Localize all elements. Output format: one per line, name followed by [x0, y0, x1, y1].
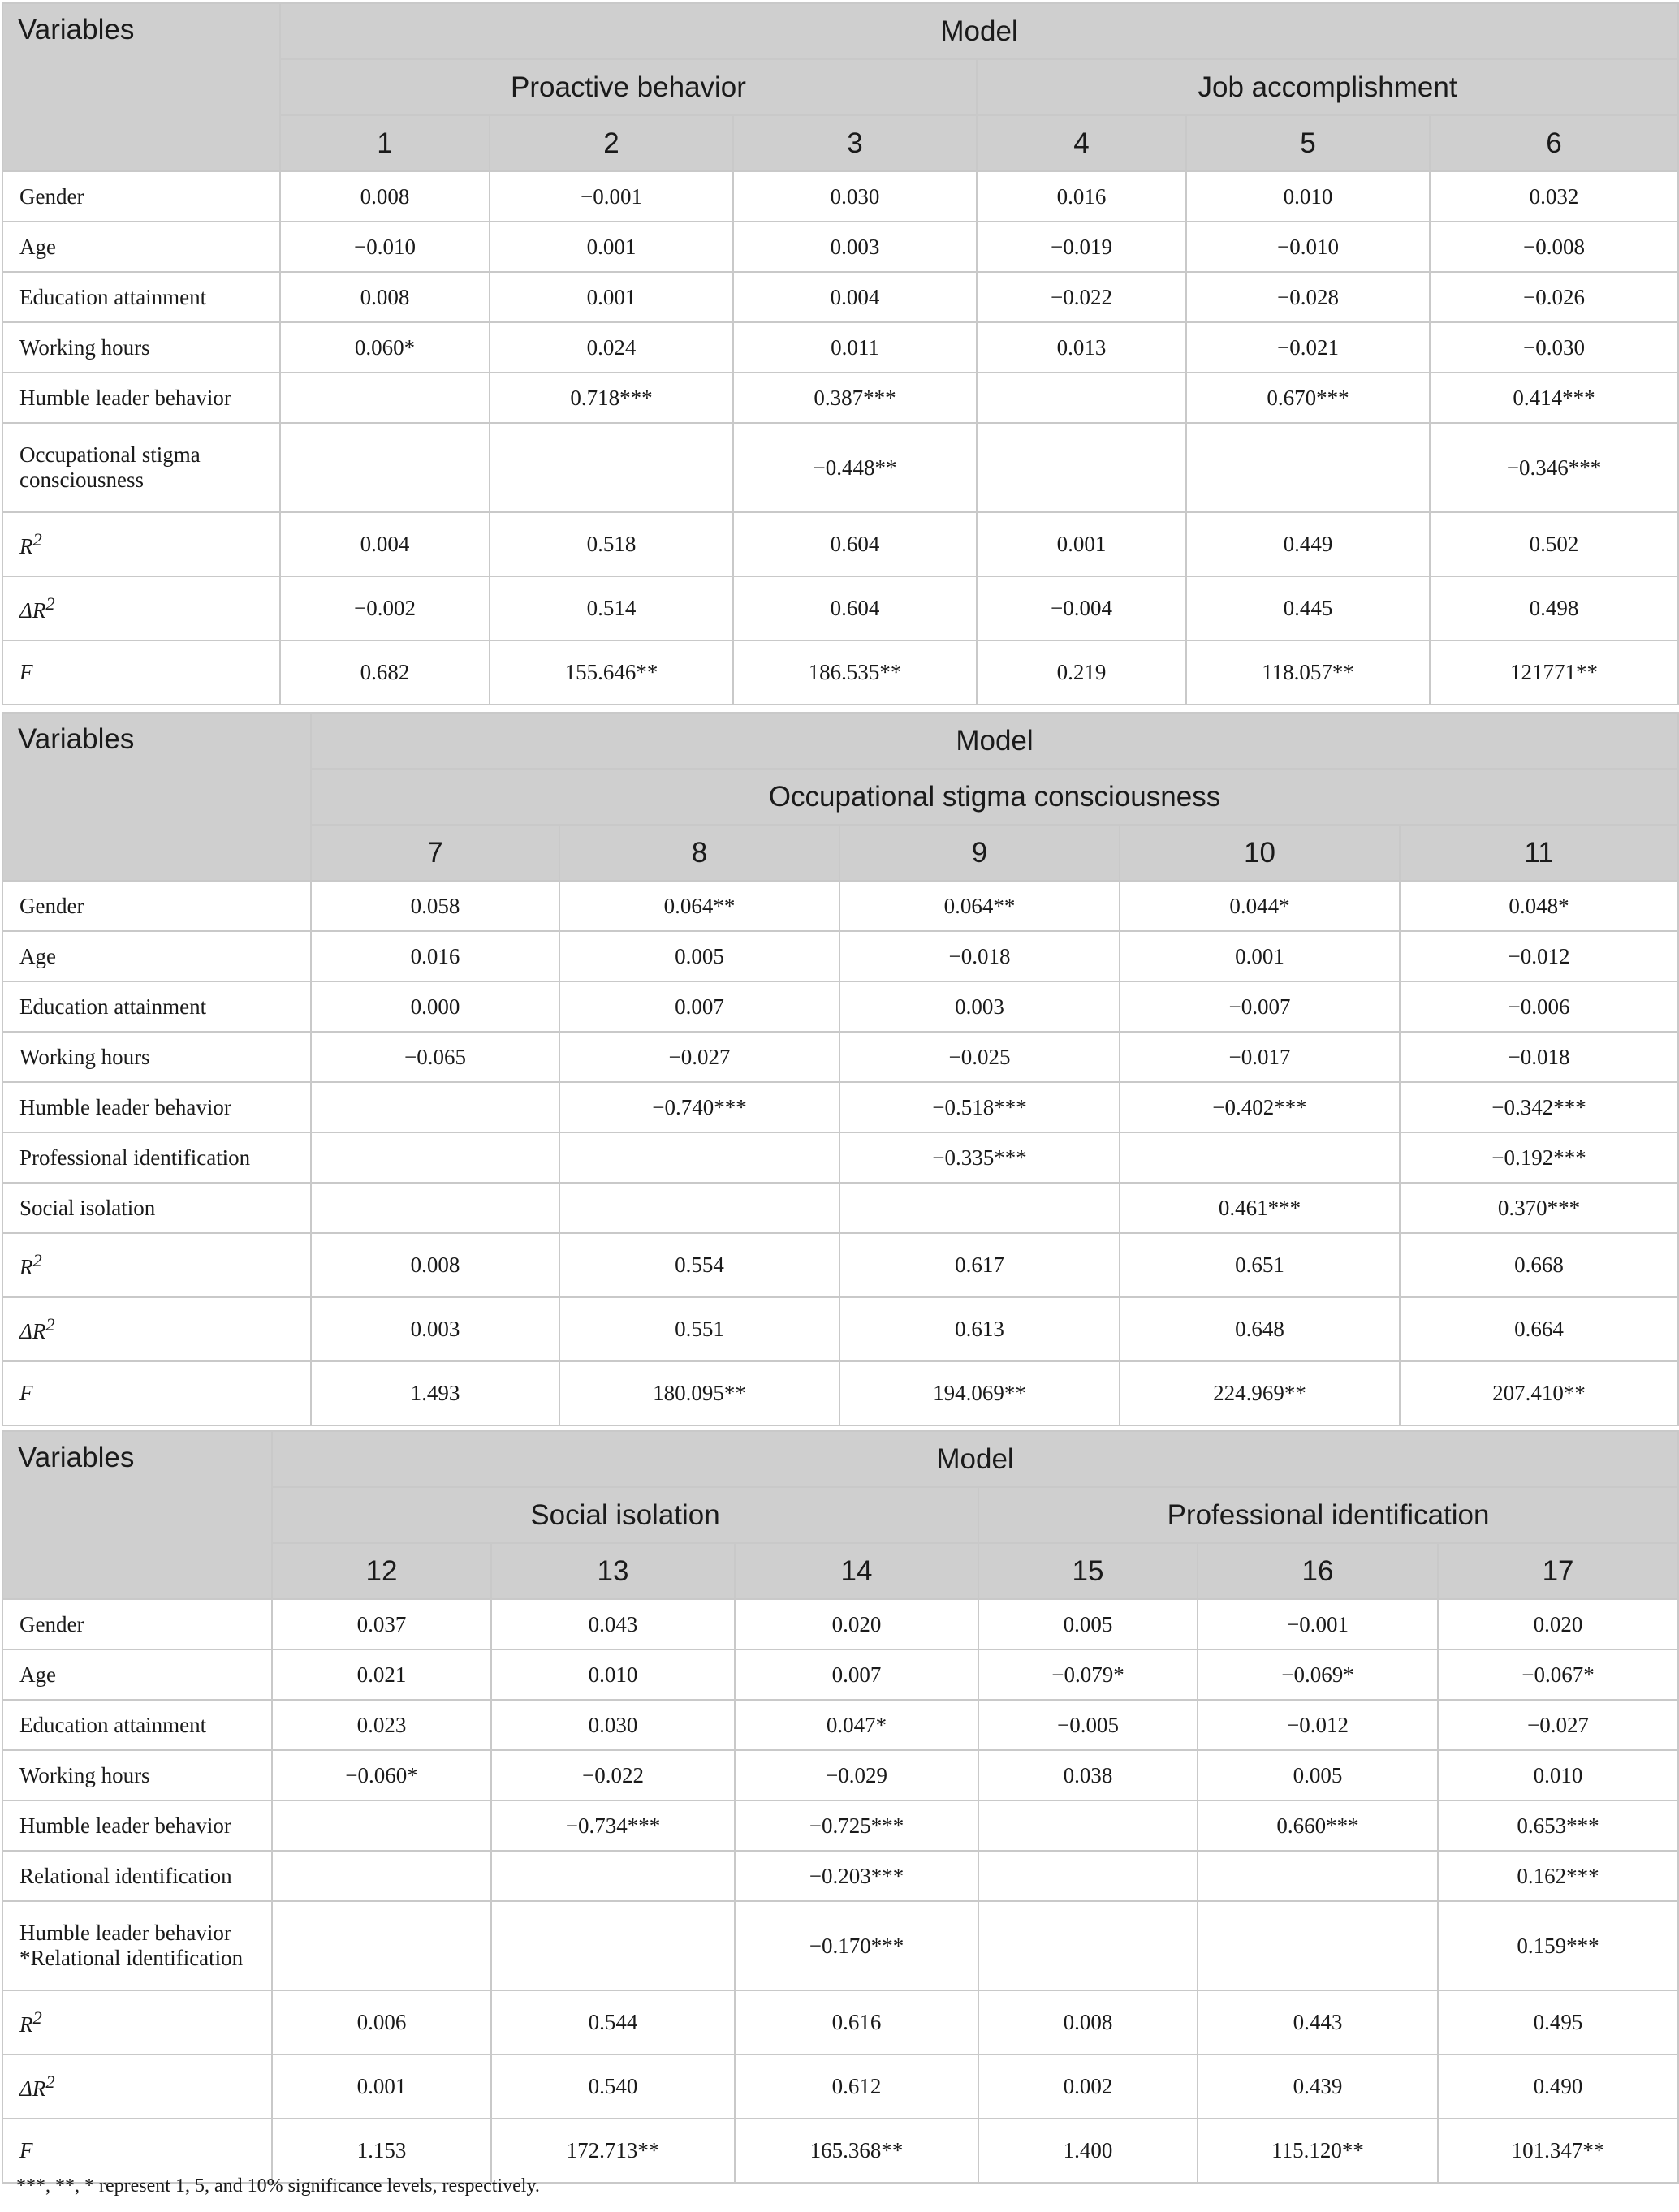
row-label: Gender	[2, 1599, 272, 1649]
regression-table-1	[2, 2, 1679, 705]
table-row	[2, 322, 1678, 373]
cell-value: −0.012	[1400, 931, 1678, 981]
cell-value	[311, 1132, 559, 1183]
row-label: Education attainment	[2, 1700, 272, 1750]
table-body	[2, 171, 1678, 705]
cell-value: 0.064**	[840, 881, 1120, 931]
cell-value: 0.648	[1120, 1297, 1400, 1361]
cell-value: 0.024	[490, 322, 733, 373]
cell-value	[280, 373, 490, 423]
cell-value: −0.065	[311, 1032, 559, 1082]
cell-value: −0.010	[280, 222, 490, 272]
cell-value: 0.449	[1186, 512, 1430, 576]
model-number-header: 2	[490, 115, 733, 171]
cell-value: −0.028	[1186, 272, 1430, 322]
cell-value	[978, 1800, 1198, 1851]
cell-value	[491, 1901, 735, 1990]
cell-value	[272, 1901, 491, 1990]
cell-value: 0.021	[272, 1649, 491, 1700]
group-header: Proactive behavior	[280, 59, 977, 115]
row-label: Humble leader behavior *Relational identification	[2, 1901, 272, 1990]
cell-value: 0.044*	[1120, 881, 1400, 931]
cell-value	[977, 423, 1186, 512]
cell-value	[1198, 1851, 1438, 1901]
cell-value: 0.004	[733, 272, 977, 322]
table-row	[2, 1361, 1678, 1425]
cell-value: 0.005	[978, 1599, 1198, 1649]
cell-value: 0.651	[1120, 1233, 1400, 1297]
cell-value: −0.005	[978, 1700, 1198, 1750]
cell-value: −0.346***	[1430, 423, 1678, 512]
cell-value: 0.016	[977, 171, 1186, 222]
cell-value: 165.368**	[735, 2119, 978, 2183]
cell-value	[559, 1183, 840, 1233]
cell-value: −0.170***	[735, 1901, 978, 1990]
cell-value: 118.057**	[1186, 640, 1430, 705]
cell-value: 0.604	[733, 576, 977, 640]
row-label: Working hours	[2, 1750, 272, 1800]
cell-value: 0.058	[311, 881, 559, 931]
model-number-header: 14	[735, 1543, 978, 1599]
table-body	[2, 1599, 1678, 2183]
row-label: Professional identification	[2, 1132, 311, 1183]
cell-value: 0.518	[490, 512, 733, 576]
cell-value	[978, 1851, 1198, 1901]
table-body	[2, 881, 1678, 1425]
cell-value: 207.410**	[1400, 1361, 1678, 1425]
model-number-header: 3	[733, 115, 977, 171]
cell-value: −0.019	[977, 222, 1186, 272]
cell-value: 0.003	[311, 1297, 559, 1361]
model-number-header: 1	[280, 115, 490, 171]
row-label: Gender	[2, 881, 311, 931]
cell-value: 0.613	[840, 1297, 1120, 1361]
cell-value: −0.448**	[733, 423, 977, 512]
variables-header: Variables	[2, 713, 311, 881]
cell-value: 0.037	[272, 1599, 491, 1649]
cell-value: 0.495	[1438, 1990, 1678, 2055]
table-row	[2, 512, 1678, 576]
cell-value: 1.400	[978, 2119, 1198, 2183]
cell-value: 0.000	[311, 981, 559, 1032]
cell-value: 0.490	[1438, 2055, 1678, 2119]
cell-value: −0.342***	[1400, 1082, 1678, 1132]
cell-value: 0.414***	[1430, 373, 1678, 423]
cell-value: −0.030	[1430, 322, 1678, 373]
cell-value: −0.027	[1438, 1700, 1678, 1750]
cell-value: 0.064**	[559, 881, 840, 931]
cell-value: 0.010	[491, 1649, 735, 1700]
cell-value: −0.402***	[1120, 1082, 1400, 1132]
cell-value	[311, 1183, 559, 1233]
cell-value	[491, 1851, 735, 1901]
cell-value: 0.003	[840, 981, 1120, 1032]
cell-value: 1.493	[311, 1361, 559, 1425]
table-row	[2, 576, 1678, 640]
cell-value: −0.008	[1430, 222, 1678, 272]
cell-value: 0.439	[1198, 2055, 1438, 2119]
cell-value	[977, 373, 1186, 423]
row-label: $\Delta R^2$	[2, 1297, 311, 1361]
cell-value: 0.445	[1186, 576, 1430, 640]
model-number-header: 4	[977, 115, 1186, 171]
table-row	[2, 222, 1678, 272]
row-label: Education attainment	[2, 981, 311, 1032]
cell-value: 0.005	[1198, 1750, 1438, 1800]
cell-value: 115.120**	[1198, 2119, 1438, 2183]
cell-value: −0.021	[1186, 322, 1430, 373]
table-row	[2, 2119, 1678, 2183]
group-header: Social isolation	[272, 1487, 978, 1543]
table-row	[2, 1032, 1678, 1082]
cell-value: −0.026	[1430, 272, 1678, 322]
cell-value	[978, 1901, 1198, 1990]
row-label: $R^2$	[2, 1233, 311, 1297]
cell-value: −0.079*	[978, 1649, 1198, 1700]
cell-value: 0.001	[490, 272, 733, 322]
cell-value	[1186, 423, 1430, 512]
cell-value: 0.001	[272, 2055, 491, 2119]
cell-value: −0.001	[1198, 1599, 1438, 1649]
row-label: Working hours	[2, 322, 280, 373]
cell-value: 0.544	[491, 1990, 735, 2055]
table-row	[2, 640, 1678, 705]
cell-value: 224.969**	[1120, 1361, 1400, 1425]
cell-value	[1120, 1132, 1400, 1183]
cell-value	[840, 1183, 1120, 1233]
cell-value: 0.616	[735, 1990, 978, 2055]
row-label: Humble leader behavior	[2, 1082, 311, 1132]
cell-value: 0.159***	[1438, 1901, 1678, 1990]
cell-value: 0.498	[1430, 576, 1678, 640]
cell-value: −0.060*	[272, 1750, 491, 1800]
row-label: Humble leader behavior	[2, 373, 280, 423]
cell-value: −0.022	[977, 272, 1186, 322]
table-row	[2, 423, 1678, 512]
cell-value: 0.007	[735, 1649, 978, 1700]
cell-value: −0.067*	[1438, 1649, 1678, 1700]
table-row	[2, 373, 1678, 423]
table-row	[2, 981, 1678, 1032]
cell-value: 0.030	[491, 1700, 735, 1750]
model-number-header: 15	[978, 1543, 1198, 1599]
model-number-header: 13	[491, 1543, 735, 1599]
cell-value: −0.740***	[559, 1082, 840, 1132]
cell-value	[311, 1082, 559, 1132]
cell-value: 0.668	[1400, 1233, 1678, 1297]
variables-header: Variables	[2, 1431, 272, 1599]
cell-value: 0.612	[735, 2055, 978, 2119]
cell-value: −0.025	[840, 1032, 1120, 1082]
group-header: Job accomplishment	[977, 59, 1678, 115]
cell-value: 0.032	[1430, 171, 1678, 222]
row-label: Age	[2, 1649, 272, 1700]
cell-value: 0.011	[733, 322, 977, 373]
cell-value	[280, 423, 490, 512]
model-number-header: 12	[272, 1543, 491, 1599]
cell-value: 172.713**	[491, 2119, 735, 2183]
cell-value: −0.027	[559, 1032, 840, 1082]
cell-value: 121771**	[1430, 640, 1678, 705]
cell-value: 0.043	[491, 1599, 735, 1649]
cell-value: 0.162***	[1438, 1851, 1678, 1901]
cell-value: 0.660***	[1198, 1800, 1438, 1851]
table-row	[2, 1233, 1678, 1297]
cell-value: 0.219	[977, 640, 1186, 705]
cell-value: 0.443	[1198, 1990, 1438, 2055]
row-label: Gender	[2, 171, 280, 222]
cell-value: −0.335***	[840, 1132, 1120, 1183]
row-label: Humble leader behavior	[2, 1800, 272, 1851]
regression-table-2	[2, 712, 1679, 1426]
cell-value: 0.004	[280, 512, 490, 576]
row-label: $R^2$	[2, 1990, 272, 2055]
table-row	[2, 1700, 1678, 1750]
table-row	[2, 931, 1678, 981]
cell-value: 186.535**	[733, 640, 977, 705]
group-header: Professional identification	[978, 1487, 1678, 1543]
model-number-header: 8	[559, 825, 840, 881]
cell-value: 0.006	[272, 1990, 491, 2055]
cell-value: 0.003	[733, 222, 977, 272]
significance-footnote: ***, **, * represent 1, 5, and 10% significance levels, respectively.	[16, 2175, 540, 2197]
table-row	[2, 1183, 1678, 1233]
cell-value: 0.001	[977, 512, 1186, 576]
cell-value: −0.012	[1198, 1700, 1438, 1750]
cell-value	[272, 1851, 491, 1901]
cell-value: 180.095**	[559, 1361, 840, 1425]
cell-value: −0.029	[735, 1750, 978, 1800]
cell-value: −0.017	[1120, 1032, 1400, 1082]
cell-value: −0.725***	[735, 1800, 978, 1851]
group-header: Occupational stigma consciousness	[311, 769, 1678, 825]
cell-value: 0.001	[490, 222, 733, 272]
model-number-header: 9	[840, 825, 1120, 881]
row-label: $R^2$	[2, 512, 280, 576]
table-row	[2, 1132, 1678, 1183]
cell-value: 0.604	[733, 512, 977, 576]
row-label: Education attainment	[2, 272, 280, 322]
cell-value: 0.038	[978, 1750, 1198, 1800]
cell-value: −0.001	[490, 171, 733, 222]
cell-value: 0.060*	[280, 322, 490, 373]
cell-value: 0.002	[978, 2055, 1198, 2119]
cell-value: 0.020	[735, 1599, 978, 1649]
cell-value: 0.048*	[1400, 881, 1678, 931]
table-row	[2, 1599, 1678, 1649]
cell-value: −0.518***	[840, 1082, 1120, 1132]
cell-value	[272, 1800, 491, 1851]
cell-value: 0.682	[280, 640, 490, 705]
cell-value: 0.653***	[1438, 1800, 1678, 1851]
row-label: Age	[2, 222, 280, 272]
model-number-header: 10	[1120, 825, 1400, 881]
cell-value: −0.018	[1400, 1032, 1678, 1082]
cell-value: 0.020	[1438, 1599, 1678, 1649]
cell-value: −0.192***	[1400, 1132, 1678, 1183]
cell-value: 101.347**	[1438, 2119, 1678, 2183]
cell-value: 0.502	[1430, 512, 1678, 576]
cell-value: 0.387***	[733, 373, 977, 423]
model-header: Model	[280, 3, 1678, 59]
cell-value: 194.069**	[840, 1361, 1120, 1425]
table-row	[2, 1082, 1678, 1132]
cell-value: 0.008	[280, 272, 490, 322]
table-row	[2, 881, 1678, 931]
cell-value: 0.008	[280, 171, 490, 222]
row-label: Working hours	[2, 1032, 311, 1082]
model-number-header: 17	[1438, 1543, 1678, 1599]
cell-value: 0.461***	[1120, 1183, 1400, 1233]
row-label: F	[2, 640, 280, 705]
cell-value: 155.646**	[490, 640, 733, 705]
cell-value: 0.016	[311, 931, 559, 981]
cell-value: 0.023	[272, 1700, 491, 1750]
cell-value: 0.001	[1120, 931, 1400, 981]
model-header: Model	[311, 713, 1678, 769]
row-label: $\Delta R^2$	[2, 2055, 272, 2119]
table-row	[2, 171, 1678, 222]
table-row	[2, 1990, 1678, 2055]
cell-value: −0.002	[280, 576, 490, 640]
table-row	[2, 1297, 1678, 1361]
cell-value: −0.018	[840, 931, 1120, 981]
cell-value: 0.718***	[490, 373, 733, 423]
cell-value: 0.551	[559, 1297, 840, 1361]
table-row	[2, 1649, 1678, 1700]
cell-value: −0.022	[491, 1750, 735, 1800]
row-label: Age	[2, 931, 311, 981]
row-label: Relational identification	[2, 1851, 272, 1901]
cell-value	[1198, 1901, 1438, 1990]
model-number-header: 11	[1400, 825, 1678, 881]
row-label: F	[2, 2119, 272, 2183]
cell-value: 0.514	[490, 576, 733, 640]
cell-value: 0.554	[559, 1233, 840, 1297]
cell-value: −0.069*	[1198, 1649, 1438, 1700]
table-row	[2, 1901, 1678, 1990]
cell-value: 0.010	[1186, 171, 1430, 222]
row-label: F	[2, 1361, 311, 1425]
table-row	[2, 2055, 1678, 2119]
cell-value: −0.006	[1400, 981, 1678, 1032]
model-number-header: 7	[311, 825, 559, 881]
cell-value: −0.004	[977, 576, 1186, 640]
cell-value: 0.617	[840, 1233, 1120, 1297]
table-row	[2, 272, 1678, 322]
cell-value: 0.008	[978, 1990, 1198, 2055]
model-number-header: 16	[1198, 1543, 1438, 1599]
cell-value: 0.664	[1400, 1297, 1678, 1361]
model-header: Model	[272, 1431, 1678, 1487]
cell-value: −0.007	[1120, 981, 1400, 1032]
cell-value: −0.203***	[735, 1851, 978, 1901]
cell-value: 0.047*	[735, 1700, 978, 1750]
variables-header: Variables	[2, 3, 280, 171]
cell-value: 0.370***	[1400, 1183, 1678, 1233]
model-number-header: 6	[1430, 115, 1678, 171]
model-number-header: 5	[1186, 115, 1430, 171]
cell-value: 0.007	[559, 981, 840, 1032]
table-row	[2, 1750, 1678, 1800]
cell-value	[490, 423, 733, 512]
row-label: Social isolation	[2, 1183, 311, 1233]
cell-value: 0.008	[311, 1233, 559, 1297]
table-row	[2, 1851, 1678, 1901]
regression-table-3	[2, 1430, 1679, 2184]
cell-value	[559, 1132, 840, 1183]
cell-value: 0.010	[1438, 1750, 1678, 1800]
cell-value: 0.013	[977, 322, 1186, 373]
cell-value: 1.153	[272, 2119, 491, 2183]
cell-value: 0.030	[733, 171, 977, 222]
cell-value: 0.540	[491, 2055, 735, 2119]
table-row	[2, 1800, 1678, 1851]
row-label: Occupational stigma consciousness	[2, 423, 280, 512]
cell-value: 0.670***	[1186, 373, 1430, 423]
cell-value: −0.010	[1186, 222, 1430, 272]
cell-value: 0.005	[559, 931, 840, 981]
cell-value: −0.734***	[491, 1800, 735, 1851]
row-label: $\Delta R^2$	[2, 576, 280, 640]
